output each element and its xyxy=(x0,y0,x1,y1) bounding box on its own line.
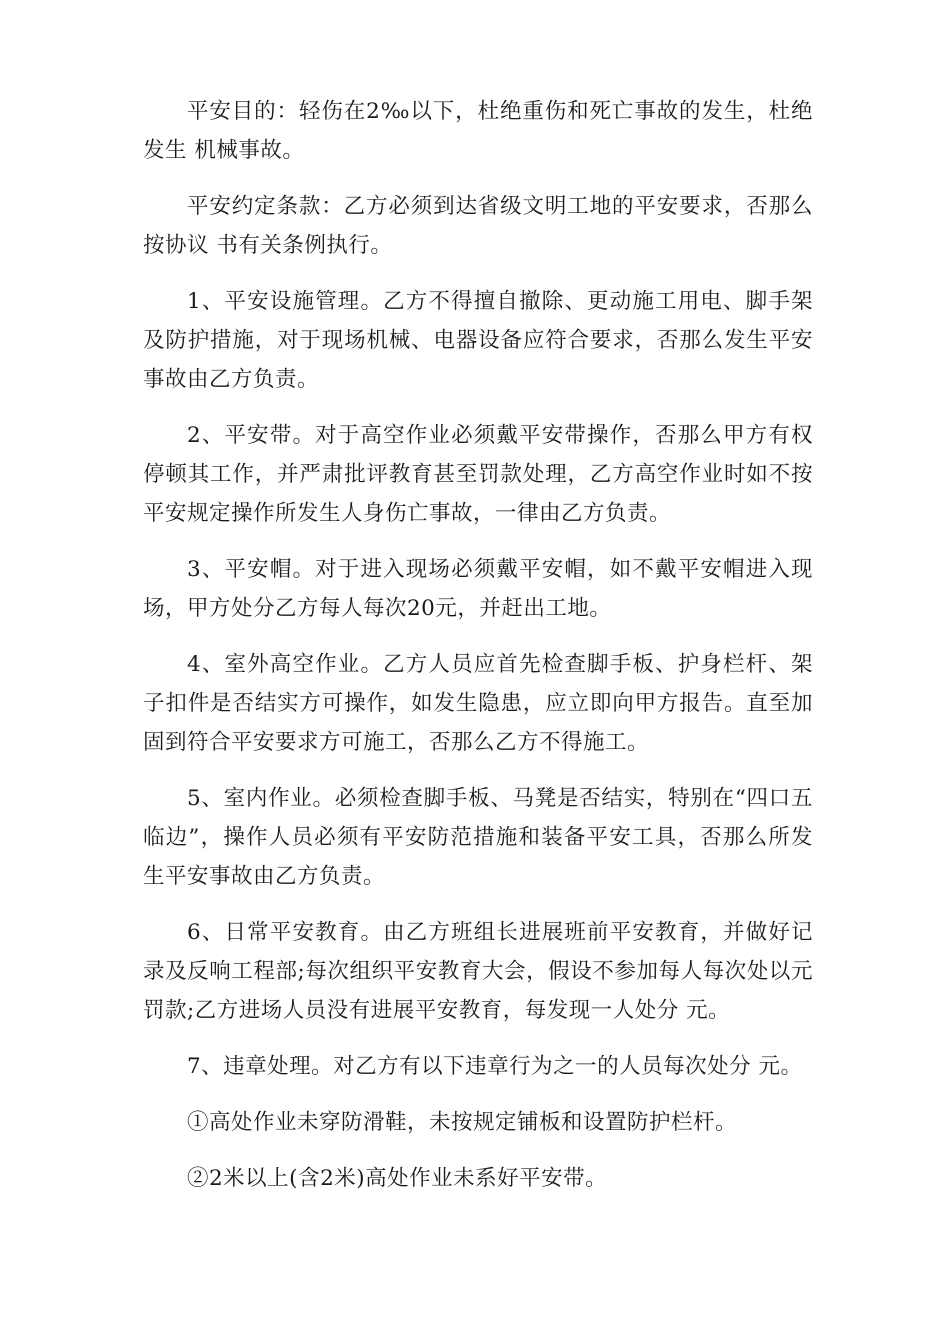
paragraph-safety-belt: 2、平安带。对于高空作业必须戴平安带操作，否那么甲方有权停顿其工作，并严肃批评教育甚至罚款处理，乙方高空作业时如不按平安规定操作所发生人身伤亡事故，一律由乙方负责。 xyxy=(143,423,813,526)
document-body xyxy=(143,92,813,1215)
paragraph-safety-terms: 平安约定条款：乙方必须到达省级文明工地的平安要求，否那么按协议 书有关条例执行。 xyxy=(143,194,813,258)
paragraph-facility-management: 1、平安设施管理。乙方不得擅自撤除、更动施工用电、脚手架及防护措施，对于现场机械、电器设备应符合要求，否那么发生平安事故由乙方负责。 xyxy=(143,289,813,392)
paragraph-violation-handling: 7、违章处理。对乙方有以下违章行为之一的人员每次处分 元。 xyxy=(187,1054,803,1079)
paragraph-safety-helmet: 3、平安帽。对于进入现场必须戴平安帽，如不戴平安帽进入现场，甲方处分乙方每人每次20元，并赶出工地。 xyxy=(143,557,813,621)
list-item-violation-2: ②2米以上(含2米)高处作业未系好平安带。 xyxy=(187,1166,608,1191)
list-item-violation-1: ①高处作业未穿防滑鞋，未按规定铺板和设置防护栏杆。 xyxy=(187,1110,738,1135)
paragraph-outdoor-high-work: 4、室外高空作业。乙方人员应首先检查脚手板、护身栏杆、架子扣件是否结实方可操作，如发生隐患，应立即向甲方报告。直至加固到符合平安要求方可施工，否那么乙方不得施工。 xyxy=(143,652,813,755)
paragraph-daily-education: 6、日常平安教育。由乙方班组长进展班前平安教育，并做好记录及反响工程部;每次组织平安教育大会，假设不参加每人每次处以元罚款;乙方进场人员没有进展平安教育，每发现一人处分 元。 xyxy=(143,920,813,1023)
paragraph-indoor-work: 5、室内作业。必须检查脚手板、马凳是否结实，特别在“四口五临边”，操作人员必须有平安防范措施和装备平安工具，否那么所发生平安事故由乙方负责。 xyxy=(143,786,813,889)
paragraph-safety-goal: 平安目的：轻伤在2‰以下，杜绝重伤和死亡事故的发生，杜绝发生 机械事故。 xyxy=(143,99,813,163)
